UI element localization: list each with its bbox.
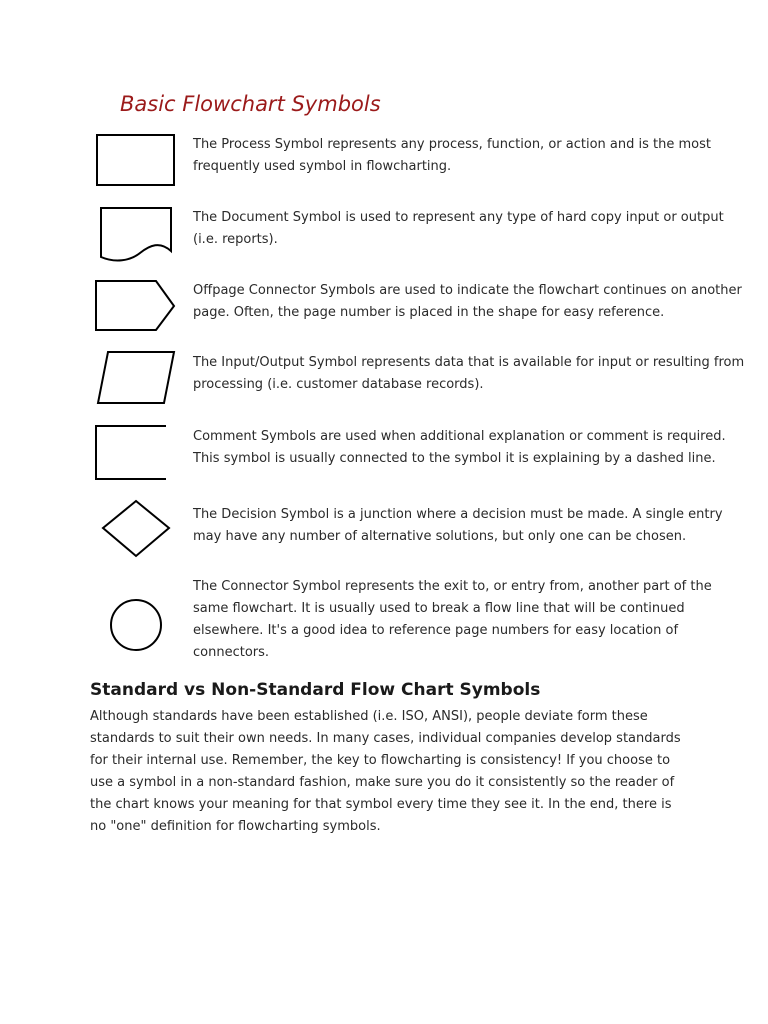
offpage-connector-icon: [90, 276, 180, 346]
connector-symbol-icon: [90, 592, 180, 662]
offpage-connector-description: Offpage Connector Symbols are used to indicate the flowchart continues on another page. Often, the page number is placed in the shape for easy reference.: [193, 283, 742, 320]
input-output-icon: [90, 347, 180, 417]
process-symbol-description: The Process Symbol represents any process, function, or action and is the most frequently used symbol in flowcharting.: [193, 137, 711, 174]
section-body: Although standards have been established (i.e. ISO, ANSI), people deviate form these standards to suit their own needs. In many cases, individual companies develop standards for their internal use. Remember, the key to flowcharting is consistency! If you choose to use a symbol in a non-standard fashion, make sure you do it consistently so the reader of the chart knows your meaning for that symbol every time they see it. In the end, there is no "one" definition for flowcharting symbols.: [90, 709, 681, 834]
page-title: Basic Flowchart Symbols: [120, 92, 381, 116]
document-symbol-icon: [90, 203, 180, 273]
decision-symbol-description: The Decision Symbol is a junction where a decision must be made. A single entry may have any number of alternative solutions, but only one can be chosen.: [193, 507, 723, 544]
process-symbol-icon: [90, 130, 180, 200]
document-symbol-description: The Document Symbol is used to represent any type of hard copy input or output (i.e. reports).: [193, 210, 724, 247]
decision-symbol-icon: [90, 496, 180, 566]
connector-symbol-description: The Connector Symbol represents the exit to, or entry from, another part of the same flowchart. It is usually used to break a flow line that will be continued elsewhere. It's a good idea to reference page numbers for easy location of connectors.: [193, 579, 712, 660]
input-output-description: The Input/Output Symbol represents data that is available for input or resulting from processing (i.e. customer database records).: [193, 355, 745, 392]
section-heading: Standard vs Non-Standard Flow Chart Symbols: [90, 680, 541, 700]
comment-symbol-icon: [90, 421, 180, 491]
comment-symbol-description: Comment Symbols are used when additional explanation or comment is required. This symbol is usually connected to the symbol it is explaining by a dashed line.: [193, 429, 726, 466]
